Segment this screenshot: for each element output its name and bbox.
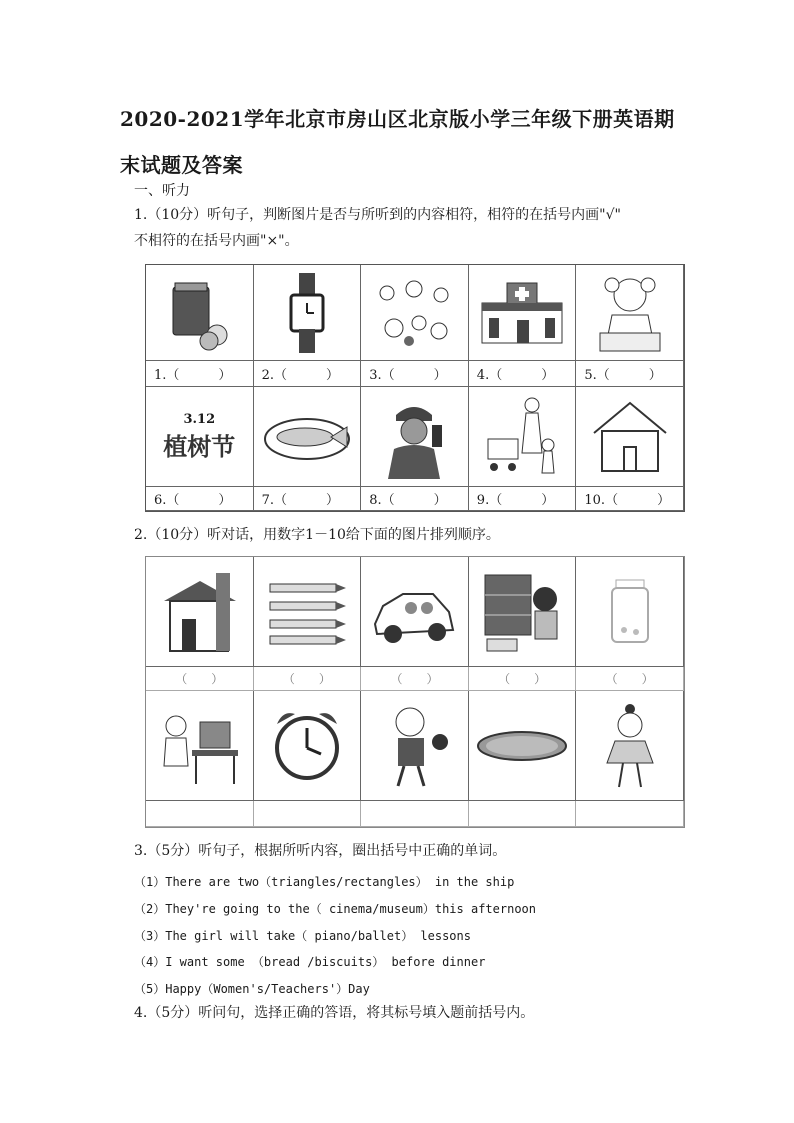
picture-boy-bookshelf	[469, 557, 577, 667]
order-blank-row2-3[interactable]	[361, 801, 469, 827]
picture-police-officer	[361, 387, 469, 487]
question-1-line-2: 不相符的在括号内画"×"。	[134, 233, 299, 249]
order-paren-row1-3[interactable]: （ ）	[361, 667, 469, 691]
picture-fish-plate	[254, 387, 362, 487]
picture-ballet-girl	[576, 691, 684, 801]
order-blank-row2-2[interactable]	[254, 801, 362, 827]
flowers-icon	[369, 273, 459, 353]
juice-icon	[159, 273, 239, 353]
order-paren-row1-1[interactable]: （ ）	[146, 667, 254, 691]
hospital-icon	[477, 278, 567, 348]
picture-jar	[576, 557, 684, 667]
picture-watch	[254, 265, 362, 361]
ballet-girl-icon	[595, 701, 665, 791]
answer-paren-5[interactable]: 5.（ ）	[576, 361, 684, 387]
question-2: 2.（10分）听对话，用数字1－10给下面的图片排列顺序。	[134, 527, 500, 543]
order-paren-row1-5[interactable]: （ ）	[576, 667, 684, 691]
fish-plate-icon	[259, 407, 355, 467]
picture-pizza	[469, 691, 577, 801]
order-paren-row1-4[interactable]: （ ）	[469, 667, 577, 691]
answer-paren-1[interactable]: 1.（ ）	[146, 361, 254, 387]
question-4: 4.（5分）听问句，选择正确的答语，将其标号填入题前括号内。	[134, 1005, 535, 1021]
order-blank-row2-5[interactable]	[576, 801, 684, 827]
answer-paren-4[interactable]: 4.（ ）	[469, 361, 577, 387]
answer-paren-7[interactable]: 7.（ ）	[254, 487, 362, 511]
picture-girl-computer	[146, 691, 254, 801]
answer-paren-9[interactable]: 9.（ ）	[469, 487, 577, 511]
car-icon	[369, 572, 459, 652]
picture-flowers	[361, 265, 469, 361]
picture-pencils	[254, 557, 362, 667]
question-3-item-4: （4）I want some （bread /biscuits） before dinner	[134, 955, 486, 969]
tree-day-date: 3.12	[183, 411, 216, 427]
computer-icon	[154, 704, 244, 788]
title-line-2: 末试题及答案	[120, 153, 243, 177]
shopping-cart-icon	[482, 393, 562, 481]
question-1-picture-grid	[145, 264, 685, 512]
answer-paren-6[interactable]: 6.（ ）	[146, 487, 254, 511]
jar-icon	[600, 572, 660, 652]
picture-boy-ping-pong	[361, 691, 469, 801]
picture-house	[576, 387, 684, 487]
picture-cinema-building	[146, 557, 254, 667]
order-blank-row2-1[interactable]	[146, 801, 254, 827]
picture-girl-drawing	[576, 265, 684, 361]
question-3-item-2: （2）They're going to the（ cinema/museum）this afternoon	[134, 902, 537, 916]
order-blank-row2-4[interactable]	[469, 801, 577, 827]
order-paren-row1-2[interactable]: （ ）	[254, 667, 362, 691]
police-officer-icon	[374, 395, 454, 479]
question-1	[134, 202, 694, 254]
bookshelf-icon	[477, 567, 567, 657]
question-2-picture-grid	[145, 556, 685, 828]
question-3-item-1: （1）There are two（triangles/rectangles） in the ship	[134, 875, 515, 889]
question-3-item-5: （5）Happy（Women's/Teachers'）Day	[134, 982, 370, 996]
answer-paren-8[interactable]: 8.（ ）	[361, 487, 469, 511]
house-icon	[590, 399, 670, 475]
page-title	[120, 96, 720, 188]
alarm-clock-icon	[267, 704, 347, 788]
pizza-icon	[474, 726, 570, 766]
watch-icon	[277, 271, 337, 355]
answer-paren-2[interactable]: 2.（ ）	[254, 361, 362, 387]
picture-tree-planting-day	[146, 387, 254, 487]
answer-paren-3[interactable]: 3.（ ）	[361, 361, 469, 387]
section-heading: 一、听力	[134, 183, 190, 199]
ping-pong-icon	[374, 702, 454, 790]
picture-hospital	[469, 265, 577, 361]
question-1-line-1: 1.（10分）听句子，判断图片是否与所听到的内容相符，相符的在括号内画"√"	[134, 207, 621, 223]
picture-car	[361, 557, 469, 667]
picture-juice	[146, 265, 254, 361]
pencils-icon	[262, 572, 352, 652]
picture-shopping-family	[469, 387, 577, 487]
tree-day-text: 植树节	[163, 431, 236, 461]
picture-alarm-clock	[254, 691, 362, 801]
girl-drawing-icon	[590, 271, 670, 355]
answer-paren-10[interactable]: 10.（ ）	[576, 487, 684, 511]
title-line-1: 2020-2021学年北京市房山区北京版小学三年级下册英语期	[120, 107, 675, 131]
building-icon	[156, 567, 242, 657]
question-3: 3.（5分）听句子，根据所听内容，圈出括号中正确的单词。	[134, 843, 507, 859]
question-3-item-3: （3）The girl will take（ piano/ballet） lessons	[134, 929, 471, 943]
